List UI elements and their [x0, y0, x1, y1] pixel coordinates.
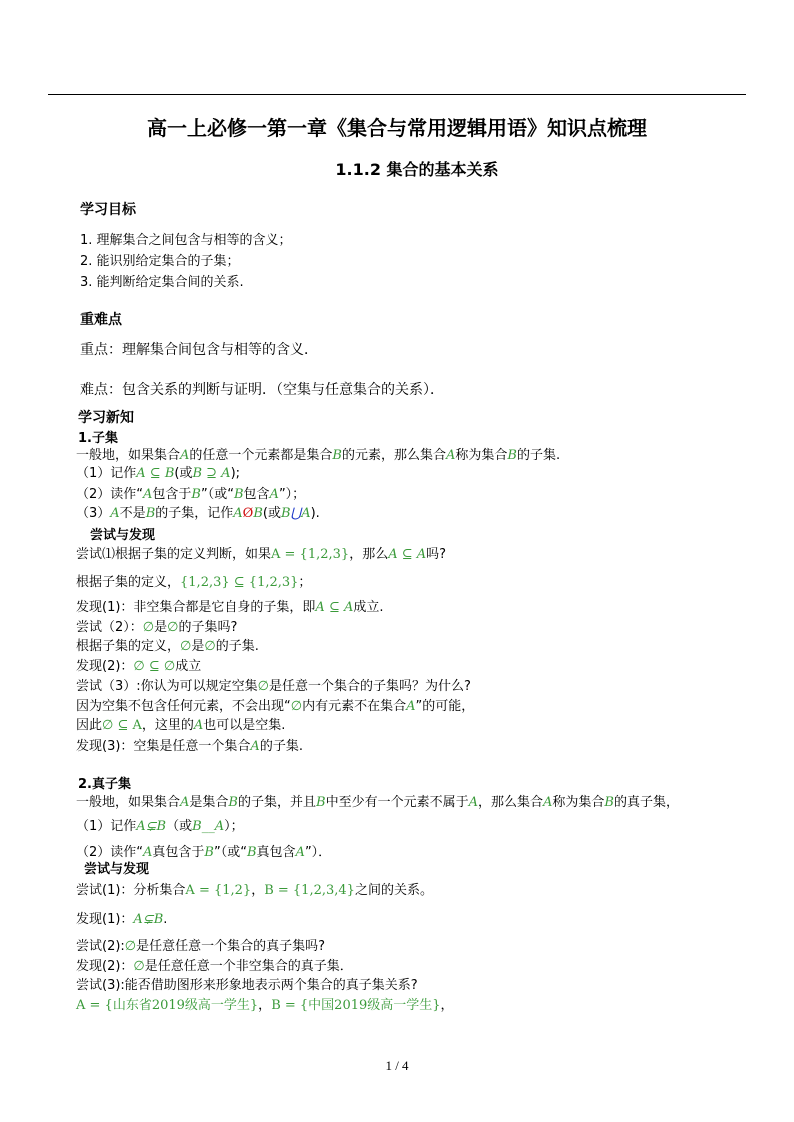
try-heading: 尝试与发现 [90, 528, 156, 543]
try-proper-2: 尝试(2):∅是任意任意一个集合的真子集吗? [76, 939, 326, 954]
finding-proper-1: 发现(1)：A⊊B. [76, 912, 168, 927]
try-1: 尝试⑴根据子集的定义判断，如果A = {1,2,3}，那么A ⊆ A吗? [76, 547, 447, 562]
proper-subset-heading: 2.真子集 [78, 777, 131, 792]
finding-proper-2: 发现(2)：∅是任意任意一个非空集合的真子集． [76, 959, 353, 974]
try-proper-1: 尝试(1)：分析集合A = {1,2}，B = {1,2,3,4}之间的关系。 [76, 883, 433, 898]
finding-2: 发现(2)：∅ ⊆ ∅成立 [76, 659, 202, 674]
header-rule [48, 94, 746, 95]
proper-subset-definition: 一般地，如果集合A是集合B的子集，并且B中至少有一个元素不属于A，那么集合A称为集合B的真子集， [76, 795, 679, 810]
new-knowledge-heading: 学习新知 [78, 410, 134, 426]
subset-heading: 1.子集 [78, 431, 118, 446]
try-heading: 尝试与发现 [84, 862, 150, 877]
goals-heading: 学习目标 [80, 202, 136, 218]
proper-subset-notation: （1）记作A⊊B（或B__A）； [76, 819, 244, 834]
subset-definition: 一般地，如果集合A的任意一个元素都是集合B的元素，那么集合A称为集合B的子集. [76, 448, 561, 463]
key-point: 重点：理解集合间包含与相等的含义． [80, 342, 318, 358]
goal-item: 3. 能判断给定集合间的关系. [80, 275, 244, 290]
reason-2: 根据子集的定义，∅是∅的子集. [76, 639, 259, 654]
try-2: 尝试（2）：∅是∅的子集吗? [76, 620, 238, 635]
proper-subset-reading: （2）读作“A真包含于B”（或“B真包含A”）． [76, 845, 332, 860]
try-3: 尝试（3）:你认为可以规定空集∅是任意一个集合的子集吗？为什么? [76, 679, 471, 694]
section-subtitle: 1.1.2 集合的基本关系 [335, 160, 499, 179]
example-sets: A = {山东省2019级高一学生}，B = {中国2019级高一学生}， [76, 998, 454, 1013]
reason-3-cont: 因此∅ ⊆ A，这里的A也可以是空集. [76, 718, 286, 733]
subset-not-notation: （3）A不是B的子集，记作AØB(或B⋃A). [76, 506, 320, 521]
finding-3: 发现(3)：空集是任意一个集合A的子集. [76, 739, 303, 754]
try-proper-3: 尝试(3):能否借助图形来形象地表示两个集合的真子集关系? [76, 978, 418, 993]
goal-item: 2. 能识别给定集合的子集； [80, 254, 240, 269]
finding-1: 发现(1)：非空集合都是它自身的子集，即A ⊆ A成立. [76, 600, 384, 615]
page-number: 1 / 4 [385, 1058, 409, 1073]
subset-reading: （2）读作“A包含于B”（或“B包含A”）； [76, 487, 306, 502]
document-title: 高一上必修一第一章《集合与常用逻辑用语》知识点梳理 [147, 116, 647, 140]
reason-3: 因为空集不包含任何元素，不会出现“∅内有元素不在集合A”的可能， [76, 699, 475, 714]
reason-1: 根据子集的定义，{1,2,3} ⊆ {1,2,3}； [76, 575, 312, 590]
key-heading: 重难点 [80, 312, 122, 328]
goal-item: 1. 理解集合之间包含与相等的含义； [80, 233, 292, 248]
subset-notation: （1）记作A ⊆ B(或B ⊇ A); [76, 466, 241, 481]
key-difficulty: 难点：包含关系的判断与证明．（空集与任意集合的关系）． [80, 382, 444, 398]
